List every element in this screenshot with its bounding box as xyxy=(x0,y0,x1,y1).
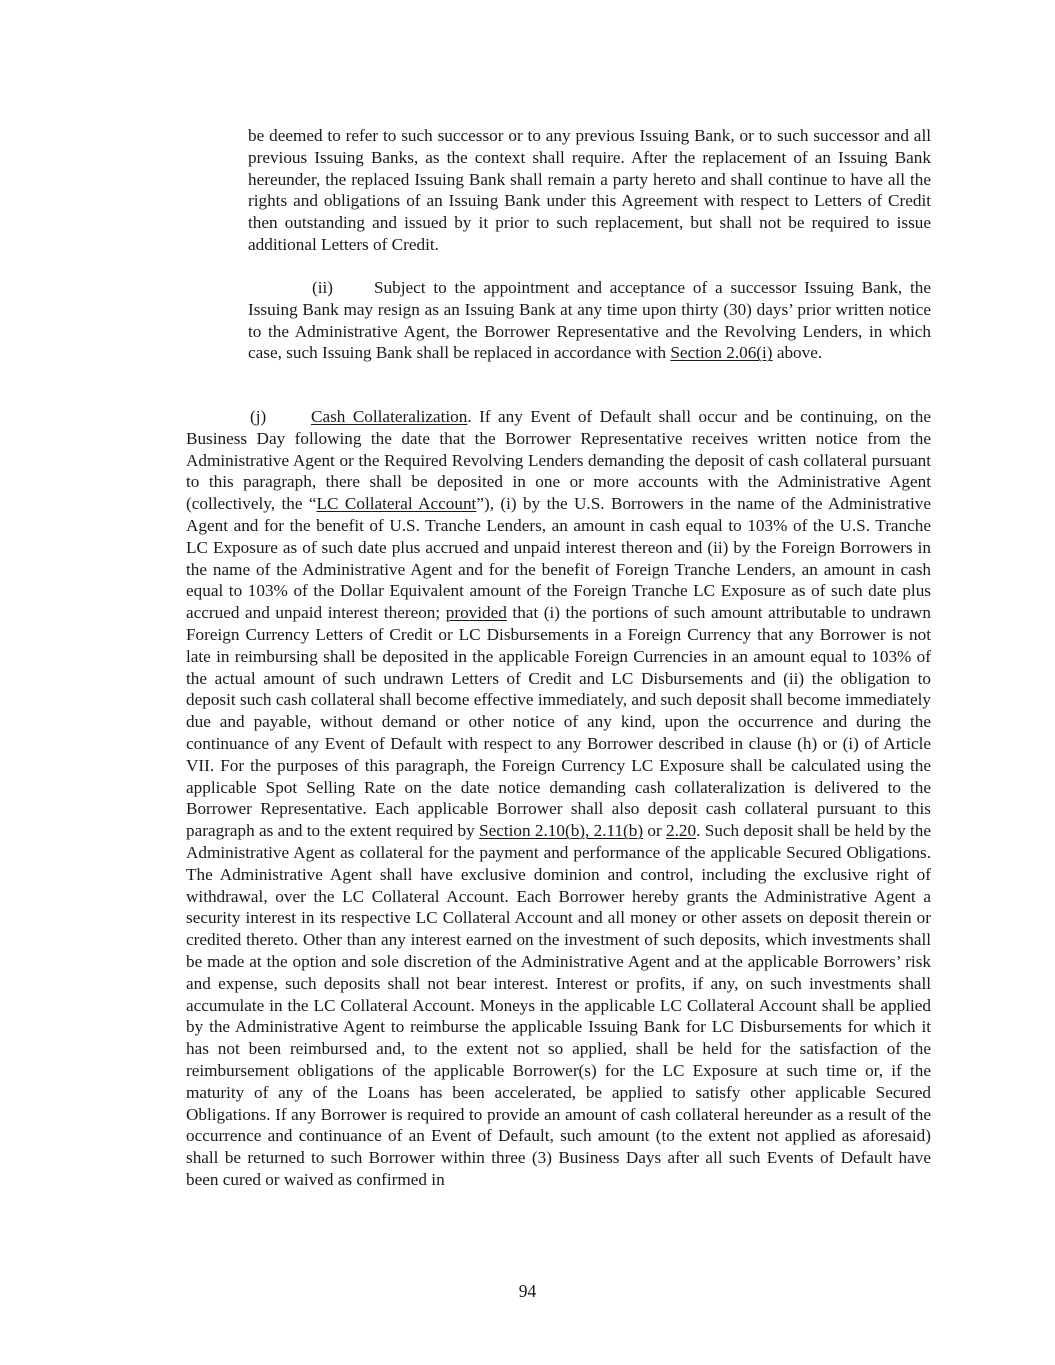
page-number: 94 xyxy=(518,1281,537,1301)
paragraph-continuation xyxy=(248,125,931,256)
section-heading: Cash Collateralization xyxy=(311,407,468,426)
paragraph-text: be deemed to refer to such successor or to any previous Issuing Bank, or to such successor and all previous Issuing Banks, as the context shall require. After the replacement of an Issuing Bank hereunder, the replaced Issuing Bank shall remain a party hereto and shall continue to have all the rights and obligations of an Issuing Bank under this Agreement with respect to Letters of Credit then outstanding and issued by it prior to such replacement, but shall not be required to issue additional Letters of Credit. xyxy=(248,126,931,254)
section-reference: 2.20 xyxy=(666,821,697,841)
clause-marker: (j) xyxy=(250,407,267,426)
provided-term: provided xyxy=(445,603,507,623)
paragraph-text: . If any Event of Default shall occur and be continuing, on the Business Day following the date that the Borrower Representative receives written notice from the Administrative Agent or the Required Revolving Lenders demanding the deposit of cash collateral pursuant to this paragraph, there shall be deposited in one or more accounts with the Administrative Agent (collectively, the “ xyxy=(186,407,931,514)
paragraph-text: . Such deposit shall be held by the Administrative Agent as collateral for the payment and performance of the applicable Secured Obligations. The Administrative Agent shall have exclusive dominion and control, including the exclusive right of withdrawal, over the LC Collateral Account. Each Borrower hereby grants the Administrative Agent a security interest in its respective LC Collateral Account and all money or other assets on deposit therein or credited thereto. Other than any interest earned on the investment of such deposits, which investments shall be made at the option and sole discretion of the Administrative Agent and at the applicable Borrowers’ risk and expense, such deposits shall not bear interest. Interest or profits, if any, on such investments shall accumulate in the LC Collateral Account. Moneys in the applicable LC Collateral Account shall be applied by the Administrative Agent to reimburse the applicable Issuing Bank for LC Disbursements for which it has not been reimbursed and, to the extent not so applied, shall be held for the satisfaction of the reimbursement obligations of the applicable Borrower(s) for the LC Exposure at such time or, if the maturity of any of the Loans has been accelerated, be applied to satisfy other applicable Secured Obligations. If any Borrower is required to provide an amount of cash collateral hereunder as a result of the occurrence and continuance of an Event of Default, such amount (to the extent not applied as aforesaid) shall be returned to such Borrower within three (3) Business Days after all such Events of Default have been cured or waived as confirmed in xyxy=(186,821,931,1189)
clause-marker: (ii) xyxy=(312,278,333,297)
section-reference: Section 2.06(i) xyxy=(670,343,773,363)
paragraph-text: that (i) the portions of such amount attributable to undrawn Foreign Currency Letters of Credit or LC Disbursements in a Foreign Currency that any Borrower is not late in reimbursing shall be deposited in the applicable Foreign Currencies in an amount equal to 103% of the actual amount of such undrawn Letters of Credit and LC Disbursements and (ii) the obligation to deposit such cash collateral shall become effective immediately, and such deposit shall become immediately due and payable, without demand or other notice of any kind, upon the occurrence and during the continuance of any Event of Default with respect to any Borrower described in clause (h) or (i) of Article VII. For the purposes of this paragraph, the Foreign Currency LC Exposure shall be calculated using the applicable Spot Selling Rate on the date notice demanding cash collateralization is delivered to the Borrower Representative. Each applicable Borrower shall also deposit cash collateral pursuant to this paragraph as and to the extent required by xyxy=(186,603,931,841)
defined-term: LC Collateral Account xyxy=(316,494,477,514)
section-reference: Section 2.10(b), 2.11(b) xyxy=(479,821,644,841)
paragraph-text: or xyxy=(643,821,667,841)
paragraph-ii xyxy=(248,277,931,364)
paragraph-text-end: above. xyxy=(772,343,823,363)
paragraph-text: ”), (i) by the U.S. Borrowers in the name of the Administrative Agent and for the benefit of U.S. Tranche Lenders, an amount in cash equal to 103% of the U.S. Tranche LC Exposure as of such date plus accrued and unpaid interest thereon and (ii) by the Foreign Borrowers in the name of the Administrative Agent and for the benefit of Foreign Tranche Lenders, an amount in cash equal to 103% of the Dollar Equivalent amount of the Foreign Tranche LC Exposure as of such date plus accrued and unpaid interest thereon; xyxy=(186,494,932,623)
paragraph-text: Subject to the appointment and acceptance of a successor Issuing Bank, the Issuing Bank may resign as an Issuing Bank at any time upon thirty (30) days’ prior written notice to the Administrative Agent, the Borrower Representative and the Revolving Lenders, in which case, such Issuing Bank shall be replaced in accordance with xyxy=(248,278,931,363)
paragraph-j xyxy=(186,406,931,1191)
